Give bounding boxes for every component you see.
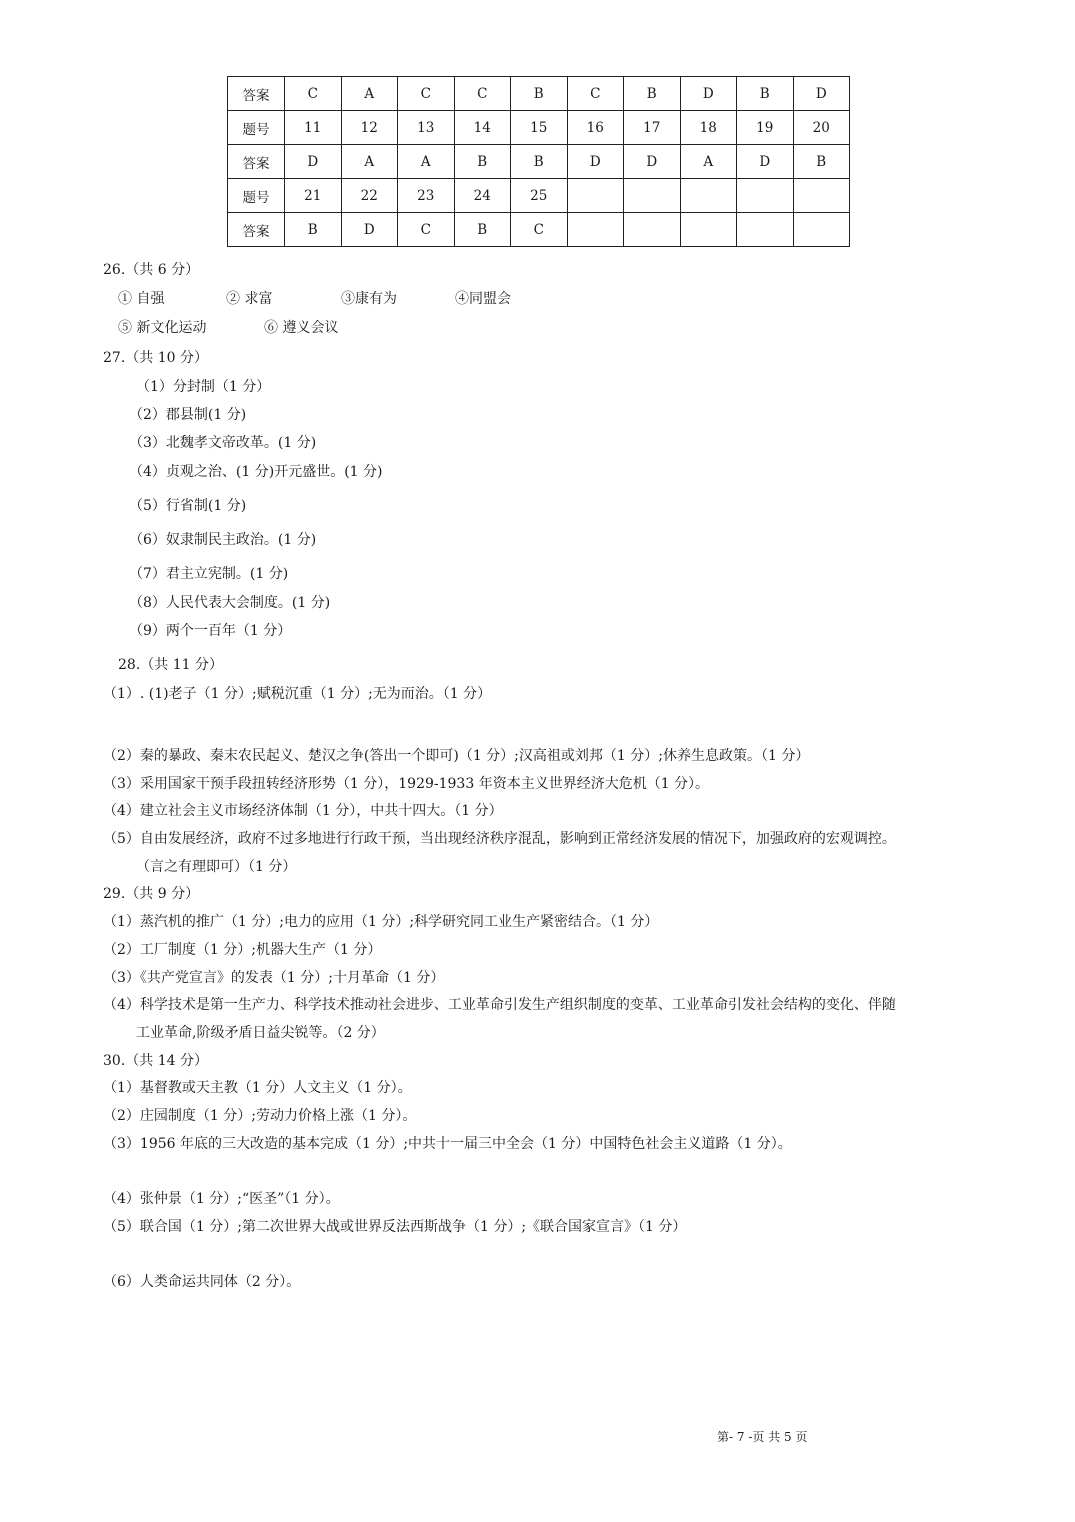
table-cell: 23	[398, 179, 455, 213]
page-footer: 第- 7 -页 共 5 页	[717, 1430, 808, 1444]
q27-item: （4）贞观之治、(1 分)开元盛世。(1 分)	[129, 464, 383, 480]
q30-item: （1）基督教或天主教（1 分）人文主义（1 分）。	[103, 1080, 412, 1096]
q30-item: （2）庄园制度（1 分）;劳动力价格上涨（1 分）。	[103, 1108, 417, 1124]
table-cell: 14	[454, 111, 511, 145]
table-cell	[737, 213, 794, 247]
table-cell: A	[680, 145, 737, 179]
q28-item: （5）自由发展经济，政府不过多地进行行政干预，当出现经济秩序混乱，影响到正常经济发展的情况下，加强政府的宏观调控。	[103, 831, 896, 847]
table-cell: 19	[737, 111, 794, 145]
table-cell: 11	[285, 111, 342, 145]
answer-table	[227, 76, 850, 247]
table-cell: C	[567, 77, 624, 111]
table-cell: 18	[680, 111, 737, 145]
table-cell	[567, 213, 624, 247]
table-cell: C	[398, 213, 455, 247]
table-row	[228, 77, 850, 111]
table-cell	[793, 213, 850, 247]
table-cell: 24	[454, 179, 511, 213]
q29-item: 工业革命,阶级矛盾日益尖锐等。（2 分）	[136, 1025, 385, 1041]
q28-item: （1）. (1)老子（1 分）;赋税沉重（1 分）;无为而治。（1 分）	[103, 686, 492, 702]
table-cell: B	[285, 213, 342, 247]
table-cell: A	[341, 77, 398, 111]
q29-item: （2）工厂制度（1 分）;机器大生产（1 分）	[103, 942, 382, 958]
table-cell: C	[454, 77, 511, 111]
q28-item: （2）秦的暴政、秦末农民起义、楚汉之争(答出一个即可)（1 分）;汉高祖或刘邦（1 分）;休养生息政策。（1 分）	[103, 748, 810, 764]
table-cell: C	[285, 77, 342, 111]
table-cell: D	[341, 213, 398, 247]
table-cell: D	[624, 145, 681, 179]
q26-answer-2: ② 求富	[226, 291, 273, 307]
table-cell: D	[567, 145, 624, 179]
q30-item: （6）人类命运共同体（2 分）。	[103, 1274, 301, 1290]
table-cell: 13	[398, 111, 455, 145]
table-cell: 22	[341, 179, 398, 213]
table-row	[228, 213, 850, 247]
table-cell: B	[454, 213, 511, 247]
q26-answer-6: ⑥ 遵义会议	[264, 320, 339, 336]
q30-title: 30.（共 14 分）	[103, 1053, 208, 1069]
table-cell: A	[398, 145, 455, 179]
table-cell: D	[737, 145, 794, 179]
row-header-cell: 题号	[228, 111, 285, 145]
q27-item: （3）北魏孝文帝改革。(1 分)	[129, 435, 317, 451]
q27-item: （9）两个一百年（1 分）	[129, 623, 292, 639]
q29-title: 29.（共 9 分）	[103, 886, 200, 902]
table-cell: B	[793, 145, 850, 179]
q28-title: 28.（共 11 分）	[118, 657, 223, 673]
q30-item: （3）1956 年底的三大改造的基本完成（1 分）;中共十一届三中全会（1 分）中国特色社会主义道路（1 分）。	[103, 1136, 792, 1152]
q26-answer-1: ① 自强	[118, 291, 165, 307]
table-cell: C	[511, 213, 568, 247]
table-cell: 17	[624, 111, 681, 145]
table-cell: D	[793, 77, 850, 111]
table-cell: 16	[567, 111, 624, 145]
table-row	[228, 111, 850, 145]
q27-item: （1）分封制（1 分）	[136, 379, 271, 395]
q27-item: （8）人民代表大会制度。(1 分)	[129, 595, 331, 611]
q27-item: （7）君主立宪制。(1 分)	[129, 566, 289, 582]
table-cell	[624, 213, 681, 247]
table-cell: B	[511, 77, 568, 111]
table-cell	[624, 179, 681, 213]
table-cell: 20	[793, 111, 850, 145]
q27-item: （2）郡县制(1 分)	[129, 407, 247, 423]
q29-item: （1）蒸汽机的推广（1 分）;电力的应用（1 分）;科学研究同工业生产紧密结合。（1 分）	[103, 914, 659, 930]
q28-item: （言之有理即可）（1 分）	[136, 859, 297, 875]
table-cell: 15	[511, 111, 568, 145]
table-row	[228, 145, 850, 179]
table-cell: D	[680, 77, 737, 111]
table-cell: C	[398, 77, 455, 111]
q28-item: （4）建立社会主义市场经济体制（1 分），中共十四大。（1 分）	[103, 803, 503, 819]
table-cell	[567, 179, 624, 213]
q26-title: 26.（共 6 分）	[103, 262, 200, 278]
table-row	[228, 179, 850, 213]
q27-item: （6）奴隶制民主政治。(1 分)	[129, 532, 317, 548]
row-header-cell: 答案	[228, 145, 285, 179]
row-header-cell: 答案	[228, 77, 285, 111]
table-cell: B	[624, 77, 681, 111]
table-cell: B	[511, 145, 568, 179]
q26-answer-4: ④同盟会	[455, 291, 511, 307]
table-cell: 21	[285, 179, 342, 213]
q30-item: （4）张仲景（1 分）;“医圣”（1 分）。	[103, 1191, 340, 1207]
table-cell	[680, 213, 737, 247]
table-cell: 12	[341, 111, 398, 145]
q29-item: （4）科学技术是第一生产力、科学技术推动社会进步、工业革命引发生产组织制度的变革、工业革命引发社会结构的变化、伴随	[103, 997, 896, 1013]
q27-item: （5）行省制(1 分)	[129, 498, 247, 514]
table-cell: A	[341, 145, 398, 179]
table-cell	[737, 179, 794, 213]
table-cell: B	[737, 77, 794, 111]
q27-title: 27.（共 10 分）	[103, 350, 208, 366]
q26-answer-3: ③康有为	[341, 291, 397, 307]
row-header-cell: 答案	[228, 213, 285, 247]
q28-item: （3）采用国家干预手段扭转经济形势（1 分），1929-1933 年资本主义世界经济大危机（1 分）。	[103, 776, 710, 792]
row-header-cell: 题号	[228, 179, 285, 213]
table-cell: D	[285, 145, 342, 179]
table-cell	[680, 179, 737, 213]
table-cell	[793, 179, 850, 213]
q30-item: （5）联合国（1 分）;第二次世界大战或世界反法西斯战争（1 分）;《联合国家宣言》（1 分）	[103, 1219, 687, 1235]
q29-item: （3）《共产党宣言》的发表（1 分）;十月革命（1 分）	[103, 970, 445, 986]
table-cell: 25	[511, 179, 568, 213]
table-cell: B	[454, 145, 511, 179]
q26-answer-5: ⑤ 新文化运动	[118, 320, 207, 336]
